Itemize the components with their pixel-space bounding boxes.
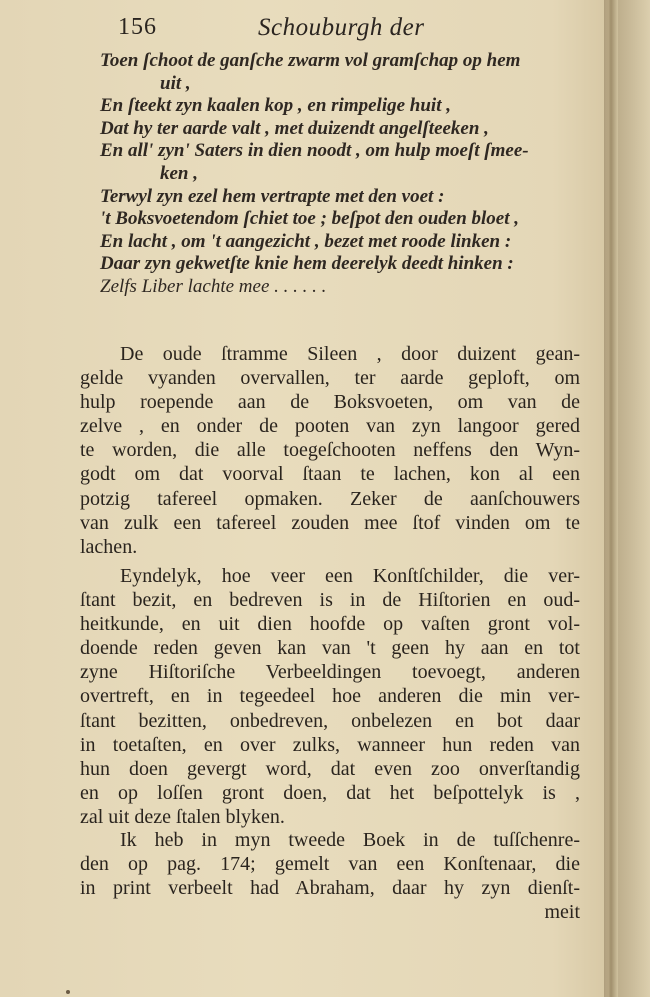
verse-line: Terwyl zyn ezel hem vertrapte met den voet : [100,185,445,207]
page-header [118,14,588,44]
next-page-edge [618,0,650,997]
text-line: zal uit deze ſtalen blyken. [80,805,285,828]
text-line: Eyndelyk, hoe veer een Konſtſchilder, die ver- [120,565,580,587]
text-line: te worden, die alle toegeſchooten neffens den Wyn- [80,439,580,462]
text-line: hun doen gevergt word, dat even zoo onverſtandig [80,757,580,780]
paper-speck [66,990,70,994]
page-edge-shadow [604,0,608,997]
text-line: overtreft, en in tegeedeel hoe anderen die min ver- [80,685,580,708]
text-line: zyne Hiſtoriſche Verbeeldingen toevoegt, anderen [80,661,580,684]
verse-quotation [100,50,600,299]
text-line: potzig tafereel opmaken. Zeker de aanſchouwers [80,487,580,510]
paragraph-2 [80,564,580,829]
verse-line: Toen ſchoot de ganſche zwarm vol gramſchap op hem [100,50,521,71]
verse-line: En lacht , om 't aangezicht , bezet met roode linken : [100,230,512,252]
text-line: doende reden geven kan van 't geen hy aan en tot [80,637,580,660]
catchword: meit [544,901,580,924]
text-line: van zulk een tafereel zouden mee ſtof vinden om te [80,511,580,534]
verse-line: Daar zyn gekwetſte knie hem deerelyk deedt hinken : [100,253,514,275]
text-line: ſtant bezit, en bedreven is in de Hiſtorien en oud- [80,589,580,612]
text-line: zelve , en onder de pooten van zyn langoor gered [80,415,580,438]
text-line: heitkunde, en uit dien hoofde op vaſten gront vol- [80,613,580,636]
paragraph-1 [80,342,580,559]
verse-line: En all' zyn' Saters in dien noodt , om hulp moeſt ſmee- [100,140,529,162]
text-line: De oude ſtramme Sileen , door duizent gean- [120,343,580,365]
verse-line: uit , [160,72,191,94]
verse-line: 't Boksvoetendom ſchiet toe ; beſpot den ouden bloet , [100,208,520,230]
page-number: 156 [118,14,157,40]
text-line: godt om dat voorval ſtaan te lachen, kon al een [80,463,580,486]
verse-line: Zelfs Liber lachte mee . . . . . . [100,275,327,297]
text-line: en op loſſen gront doen, dat het beſpottelyk is , [80,781,580,804]
verse-line: Dat hy ter aarde valt , met duizendt angelſteeken , [100,117,489,139]
text-line: hulp roepende aan de Boksvoeten, om van de [80,391,580,414]
text-line: lachen. [80,535,138,558]
text-line: in print verbeelt had Abraham, daar hy zyn dienſt- [80,877,580,900]
text-line: den op pag. 174; gemelt van een Konſtenaar, die [80,853,580,876]
text-line: ſtant bezitten, onbedreven, onbelezen en bot daar [80,709,580,732]
text-line: gelde vyanden overvallen, ter aarde geploft, om [80,367,580,390]
text-line: Ik heb in myn tweede Boek in de tuſſchenre- [120,829,580,851]
text-line: in toetaſten, en over zulks, wanneer hun reden van [80,733,580,756]
verse-line: En ſteekt zyn kaalen kop , en rimpelige huit , [100,95,451,117]
running-head: Schouburgh der [258,14,425,41]
verse-line: ken , [160,162,198,184]
paragraph-3 [80,828,580,924]
